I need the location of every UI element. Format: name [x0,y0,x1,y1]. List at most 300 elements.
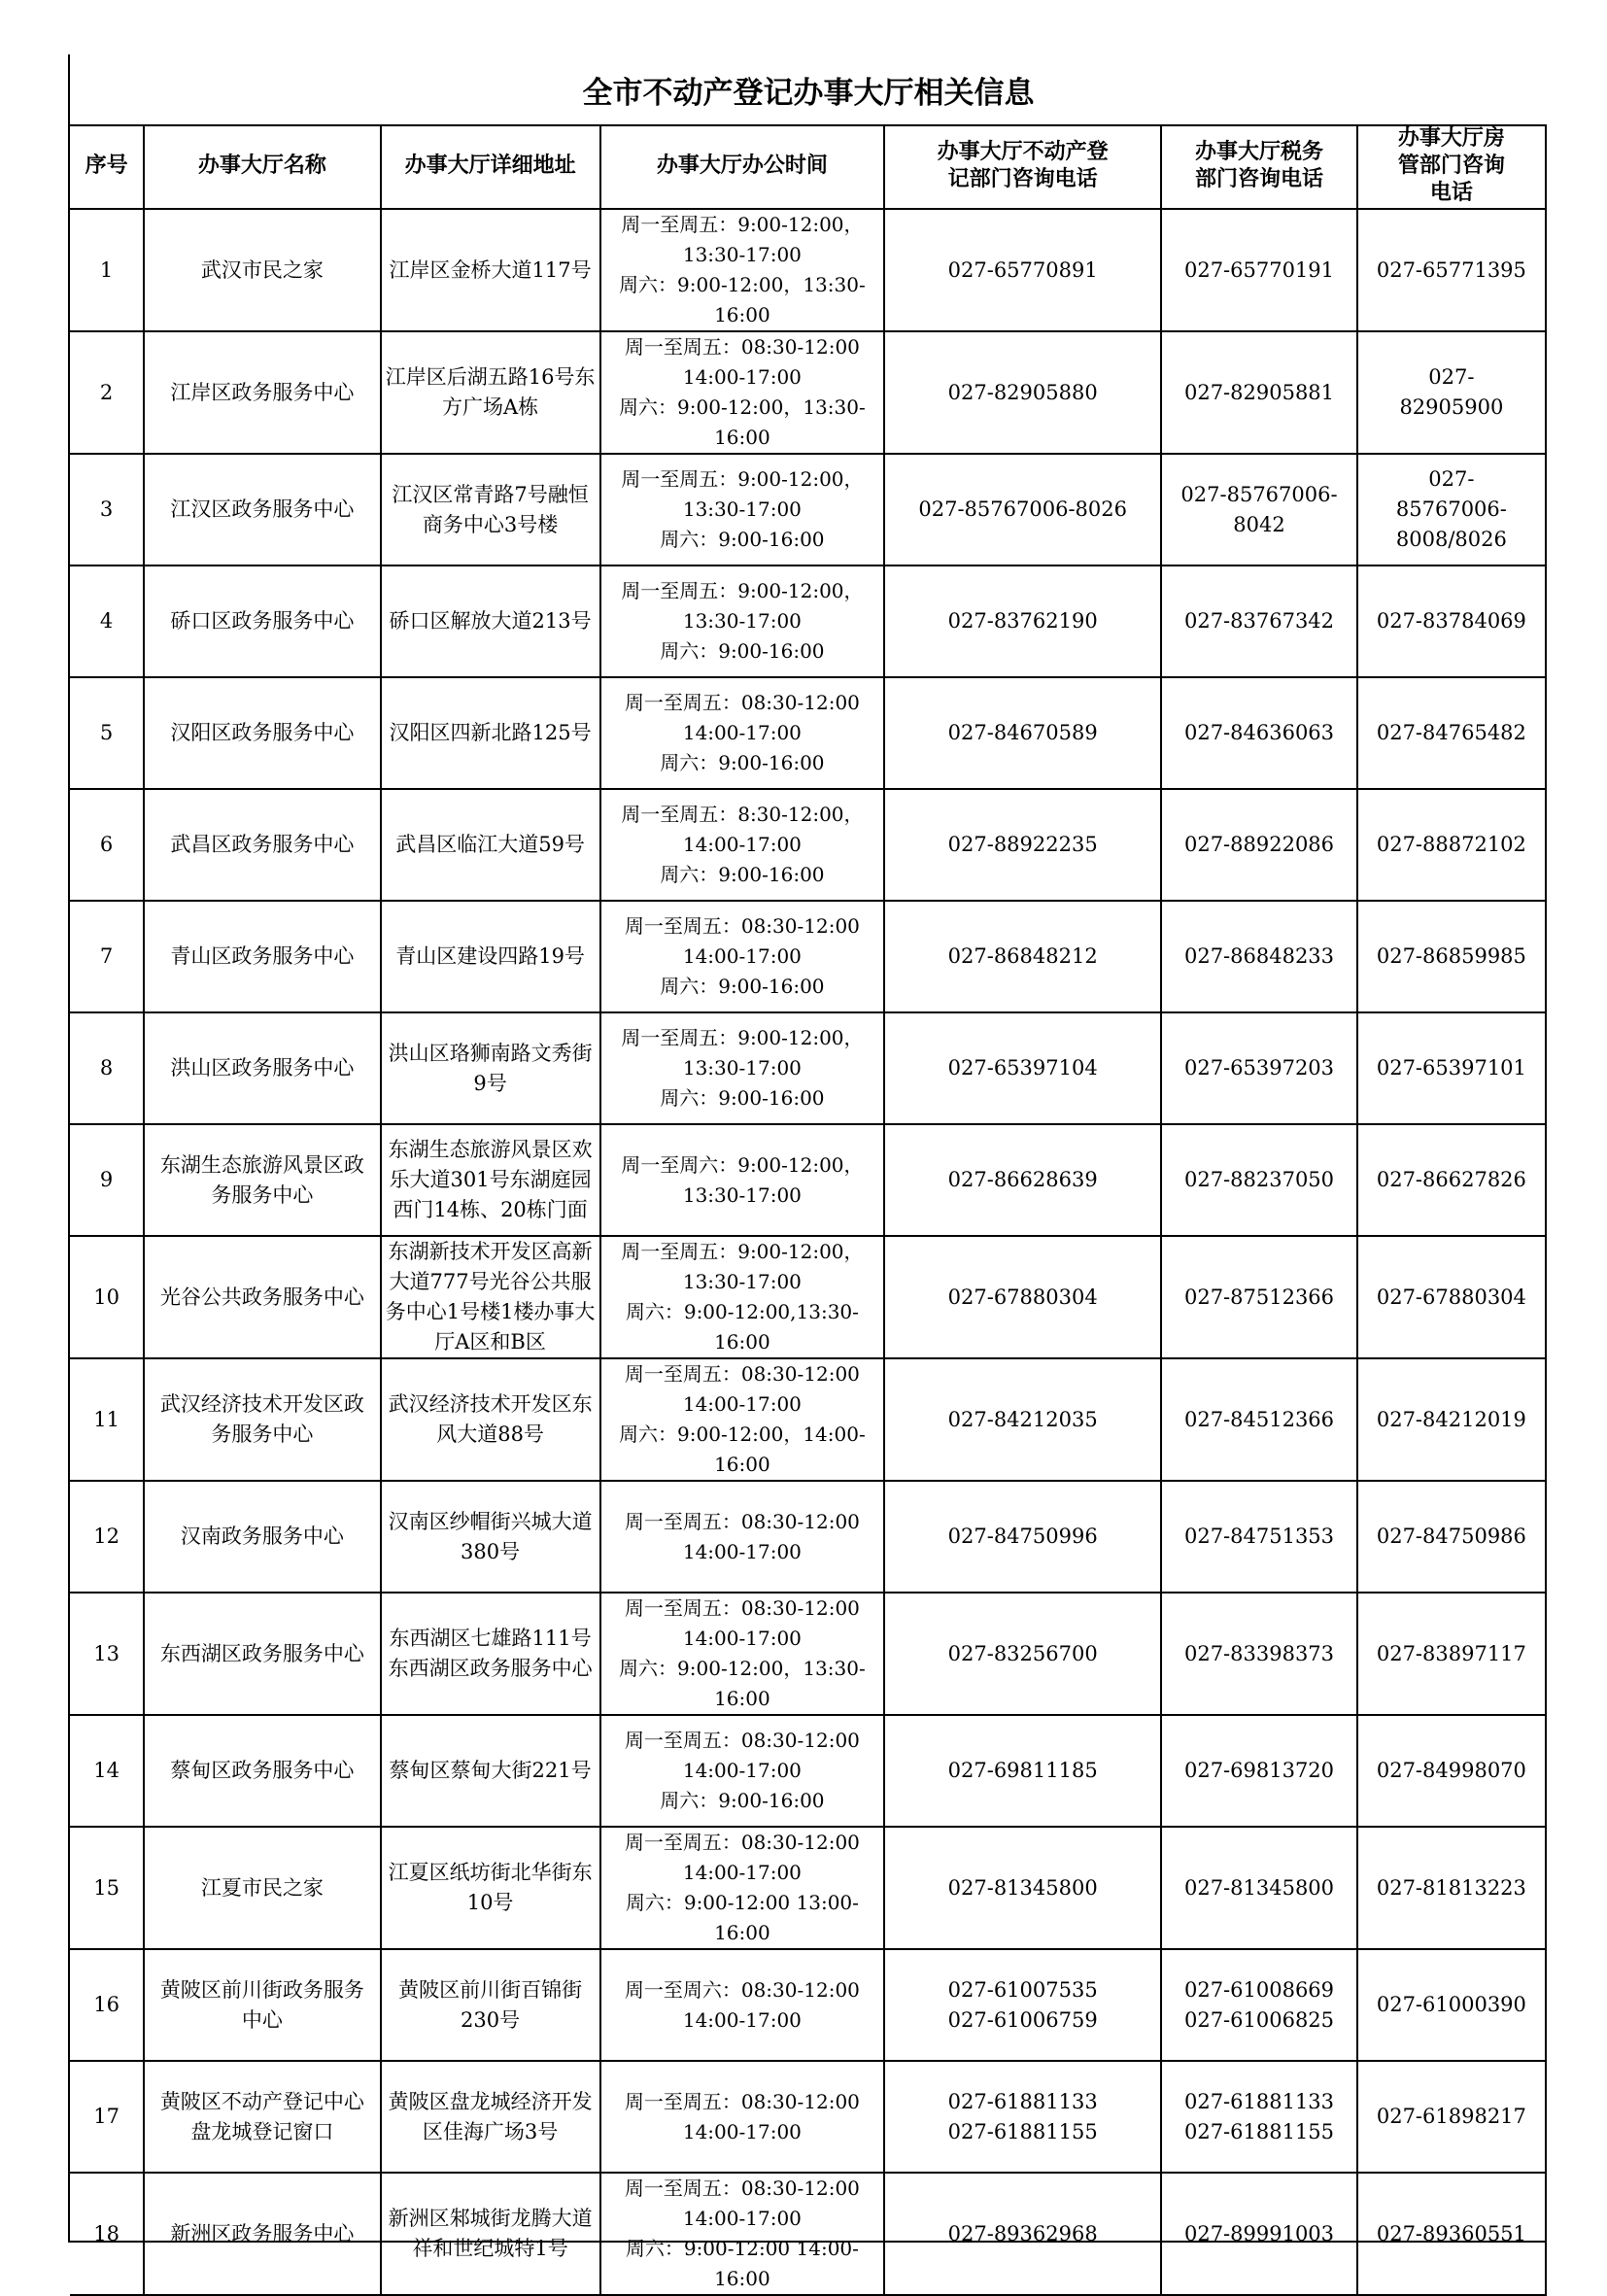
cell-text-line: 黄陂区前川街百锦街 [398,1977,583,2002]
cell-text-line: 14:00-17:00 [682,2119,802,2143]
cell-tax-phone [1161,1715,1357,1827]
table-row [70,677,1546,789]
table-row [70,209,1546,331]
cell-text-line: 14:00-17:00 [682,1627,802,1650]
cell-text-line: 18 [93,2221,120,2245]
cell-address [381,1124,600,1236]
cell-no [70,209,144,331]
cell-text-line: 027-81813223 [1376,1875,1526,1900]
cell-text-line: 周六：9:00-16:00 [660,1086,825,1110]
cell-text-line: 13:30-17:00 [682,497,802,521]
cell-text-line: 12 [93,1525,120,1548]
cell-no [70,2061,144,2173]
cell-address [381,2173,600,2295]
cell-text-line: 14:00-17:00 [682,2007,802,2032]
cell-text-line: 盘龙城登记窗口 [190,2119,334,2143]
cell-text-line: 7 [99,944,114,968]
cell-office-hours [600,1012,884,1124]
cell-housing-phone [1357,1012,1546,1124]
cell-no [70,677,144,789]
cell-text-line: 027-87512366 [1183,1285,1335,1309]
table-row [70,565,1546,677]
cell-text-line: 027-84512366 [1183,1407,1335,1431]
cell-text-line: 027-82905880 [947,380,1098,404]
header-text-line: 办事大厅房 [1397,126,1505,151]
cell-text-line: 周六：9:00-12:00，13:30- [619,273,866,296]
cell-office-hours [600,1949,884,2061]
cell-text-line: 光谷公共政务服务中心 [159,1285,364,1309]
cell-text-line: 027-65397203 [1183,1056,1335,1079]
cell-text-line: 10 [93,1285,120,1309]
cell-text-line: 027-61881133 [1183,2089,1335,2113]
cell-office-hours [600,565,884,677]
cell-text-line: 4 [99,609,114,633]
cell-tax-phone [1161,1358,1357,1481]
cell-text-line: 11 [93,1407,120,1431]
cell-tax-phone [1161,1949,1357,2061]
cell-text-line: 027-89360551 [1376,2221,1526,2245]
cell-text-line: 厅A区和B区 [434,1330,546,1354]
cell-text-line: 027-83762190 [947,609,1098,633]
cell-text-line: 14:00-17:00 [682,721,802,744]
cell-tax-phone [1161,565,1357,677]
table-row [70,331,1546,454]
cell-text-line: 027-83784069 [1376,609,1526,633]
cell-text-line: 027-61881155 [947,2119,1098,2143]
table-row [70,901,1546,1012]
cell-text-line: 14:00-17:00 [682,944,802,968]
cell-text-line: 027-88872102 [1376,833,1526,856]
cell-text-line: 8 [99,1056,114,1079]
cell-office-hours [600,1124,884,1236]
cell-text-line: 027-69813720 [1183,1759,1335,1782]
cell-office-hours [600,1358,884,1481]
cell-text-line: 东西湖区政务服务中心 [388,1657,593,1680]
cell-text-line: 周六：9:00-12:00，13:30- [619,395,866,419]
cell-no [70,1012,144,1124]
cell-text-line: 1 [99,257,114,282]
cell-registration-phone [884,1236,1161,1358]
cell-text-line: 230号 [461,2007,521,2032]
cell-text-line: 027-61008669 [1183,1977,1335,2002]
cell-tax-phone [1161,1124,1357,1236]
cell-text-line: 洪山区珞狮南路文秀街 [388,1041,593,1065]
header-text-line: 办事大厅税务 [1195,140,1324,164]
cell-text-line: 14:00-17:00 [682,833,802,856]
header-housing-phone [1357,124,1546,209]
cell-housing-phone [1357,209,1546,331]
cell-tax-phone [1161,1236,1357,1358]
cell-text-line: 16:00 [714,1921,770,1944]
cell-text-line: 周一至周五：9:00-12:00， [621,1026,864,1049]
cell-text-line: 周一至周五：8:30-12:00， [621,803,864,826]
cell-no [70,1124,144,1236]
cell-no [70,2173,144,2295]
cell-text-line: 027-86627826 [1376,1168,1526,1191]
cell-hall-name [144,901,380,1012]
cell-text-line: 中心 [241,2007,283,2032]
header-text-line: 电话 [1429,181,1473,205]
cell-text-line: 027-88922235 [947,833,1098,856]
cell-housing-phone [1357,454,1546,565]
table-row [70,1593,1546,1715]
cell-text-line: 85767006- [1395,497,1507,521]
table-header-row [70,124,1546,209]
cell-registration-phone [884,901,1161,1012]
cell-text-line: 江汉区政务服务中心 [170,497,355,521]
cell-text-line: 江汉区常青路7号融恒 [392,482,589,506]
cell-office-hours [600,1827,884,1949]
cell-office-hours [600,2061,884,2173]
cell-text-line: 82905900 [1399,395,1504,419]
cell-hall-name [144,1236,380,1358]
cell-text-line: 硚口区解放大道213号 [389,609,592,633]
cell-text-line: 大道777号光谷公共服 [389,1270,592,1293]
cell-text-line: 027-65397101 [1376,1056,1526,1079]
cell-hall-name [144,1715,380,1827]
cell-text-line: 027-88237050 [1183,1168,1335,1191]
cell-registration-phone [884,1593,1161,1715]
cell-text-line: 027-86848212 [947,944,1098,968]
cell-no [70,454,144,565]
cell-text-line: 周一至周五：08:30-12:00 [624,1831,860,1854]
cell-registration-phone [884,1715,1161,1827]
table-row [70,1827,1546,1949]
cell-text-line: 027-65771395 [1376,257,1526,282]
cell-text-line: 16:00 [714,1453,770,1476]
cell-address [381,1593,600,1715]
cell-text-line: 027-65770891 [947,257,1098,282]
cell-housing-phone [1357,677,1546,789]
cell-text-line: 洪山区政务服务中心 [170,1056,355,1079]
cell-tax-phone [1161,1593,1357,1715]
cell-text-line: 2 [99,380,114,404]
cell-hall-name [144,1827,380,1949]
cell-text-line: 027-85767006-8026 [918,497,1127,521]
cell-text-line: 027-84636063 [1183,721,1335,744]
cell-housing-phone [1357,1593,1546,1715]
header-text-line: 部门咨询电话 [1195,167,1324,191]
cell-text-line: 黄陂区不动产登记中心 [159,2089,364,2113]
cell-text-line: 14:00-17:00 [682,2207,802,2230]
cell-office-hours [600,677,884,789]
cell-text-line: 14:00-17:00 [682,1539,802,1563]
cell-no [70,1358,144,1481]
cell-text-line: 027-84998070 [1376,1759,1526,1782]
cell-text-line: 汉阳区四新北路125号 [389,721,592,744]
cell-text-line: 汉南区纱帽街兴城大道 [388,1509,593,1533]
cell-text-line: 乐大道301号东湖庭园 [389,1168,592,1191]
cell-no [70,1949,144,2061]
cell-text-line: 新洲区政务服务中心 [170,2221,355,2245]
cell-no [70,1236,144,1358]
cell-text-line: 周一至周五：08:30-12:00 [624,1509,860,1533]
cell-text-line: 3 [99,497,114,521]
cell-text-line: 16:00 [714,2267,770,2290]
cell-text-line: 14:00-17:00 [682,1759,802,1782]
cell-text-line: 13:30-17:00 [682,1056,802,1079]
cell-text-line: 027-89991003 [1183,2221,1335,2245]
cell-text-line: 027-65770191 [1183,257,1335,282]
cell-text-line: 周一至周五：08:30-12:00 [624,1362,860,1386]
header-office-hours [600,124,884,209]
cell-text-line: 江夏市民之家 [200,1875,324,1900]
cell-text-line: 风大道88号 [436,1422,544,1446]
cell-text-line: 周一至周五：08:30-12:00 [624,2176,860,2200]
cell-registration-phone [884,1358,1161,1481]
cell-housing-phone [1357,331,1546,454]
cell-text-line: 027-65397104 [947,1056,1098,1079]
cell-text-line: 周一至周六：9:00-12:00， [621,1152,864,1177]
cell-address [381,1236,600,1358]
cell-text-line: 027-81345800 [947,1875,1098,1900]
cell-text-line: 武汉经济技术开发区东 [388,1392,593,1416]
cell-text-line: 027-86859985 [1376,944,1526,968]
cell-office-hours [600,2173,884,2295]
cell-tax-phone [1161,1827,1357,1949]
table-row [70,1012,1546,1124]
cell-text-line: 青山区政务服务中心 [170,944,355,968]
cell-registration-phone [884,1827,1161,1949]
cell-text-line: 027-61881155 [1183,2119,1335,2143]
cell-text-line: 027-83897117 [1376,1641,1526,1665]
header-text-line: 办事大厅名称 [197,154,326,178]
cell-text-line: 13:30-17:00 [682,1182,802,1207]
cell-text-line: 13:30-17:00 [682,1270,802,1293]
header-text-line: 办事大厅不动产登 [937,140,1109,164]
cell-text-line: 周一至周六：08:30-12:00 [624,1977,860,2002]
cell-tax-phone [1161,2061,1357,2173]
cell-text-line: 13 [93,1641,120,1665]
cell-text-line: 周一至周五：08:30-12:00 [624,1729,860,1752]
table-row [70,1949,1546,2061]
cell-text-line: 8042 [1233,512,1285,536]
table-row [70,1236,1546,1358]
cell-text-line: 6 [99,833,114,856]
cell-text-line: 027-86628639 [947,1168,1098,1191]
cell-housing-phone [1357,565,1546,677]
cell-text-line: 周一至周五：9:00-12:00， [621,579,864,602]
cell-text-line: 027-67880304 [1376,1285,1526,1309]
cell-text-line: 027-84750986 [1376,1525,1526,1548]
cell-tax-phone [1161,901,1357,1012]
cell-text-line: 15 [93,1875,120,1900]
cell-text-line: 周六：9:00-12:00,13:30- [625,1300,859,1323]
cell-text-line: 027-84212019 [1376,1407,1526,1431]
cell-office-hours [600,209,884,331]
cell-text-line: 027-84670589 [947,721,1098,744]
cell-housing-phone [1357,1124,1546,1236]
cell-housing-phone [1357,1715,1546,1827]
cell-text-line: 027-83767342 [1183,609,1335,633]
cell-text-line: 14:00-17:00 [682,1392,802,1416]
cell-housing-phone [1357,1358,1546,1481]
cell-hall-name [144,1481,380,1593]
cell-text-line: 务服务中心 [211,1422,314,1446]
header-text-line: 记部门咨询电话 [947,167,1098,191]
table-row [70,789,1546,901]
cell-text-line: 江岸区政务服务中心 [170,380,355,404]
cell-text-line: 江岸区金桥大道117号 [389,257,592,282]
cell-address [381,901,600,1012]
cell-housing-phone [1357,1827,1546,1949]
cell-registration-phone [884,2173,1161,2295]
cell-text-line: 027-89362968 [947,2221,1098,2245]
cell-tax-phone [1161,454,1357,565]
table-row [70,2173,1546,2295]
cell-text-line: 商务中心3号楼 [422,512,559,536]
cell-text-line: 13:30-17:00 [682,243,802,266]
cell-no [70,1715,144,1827]
cell-registration-phone [884,565,1161,677]
cell-tax-phone [1161,1481,1357,1593]
header-registration-phone [884,124,1161,209]
cell-text-line: 16:00 [714,1687,770,1710]
cell-text-line: 新洲区邾城街龙腾大道 [388,2207,593,2230]
cell-text-line: 027-67880304 [947,1285,1098,1309]
cell-no [70,1593,144,1715]
cell-text-line: 周六：9:00-16:00 [660,975,825,998]
cell-text-line: 周六：9:00-16:00 [660,863,825,886]
cell-text-line: 江夏区纸坊街北华街东 [388,1861,593,1884]
cell-office-hours [600,1715,884,1827]
cell-tax-phone [1161,209,1357,331]
cell-text-line: 027-61898217 [1376,2105,1526,2128]
cell-text-line: 周一至周五：08:30-12:00 [624,2089,860,2113]
cell-text-line: 027-86848233 [1183,944,1335,968]
cell-no [70,789,144,901]
cell-registration-phone [884,1949,1161,2061]
cell-text-line: 区佳海广场3号 [422,2119,559,2143]
cell-address [381,1715,600,1827]
cell-hall-name [144,1124,380,1236]
cell-no [70,331,144,454]
cell-address [381,1358,600,1481]
cell-hall-name [144,1358,380,1481]
cell-hall-name [144,2061,380,2173]
cell-registration-phone [884,1124,1161,1236]
registration-hall-table [70,124,1547,2296]
header-text-line: 办事大厅详细地址 [404,154,576,178]
cell-text-line: 17 [93,2105,120,2128]
cell-text-line: 027-84751353 [1183,1525,1335,1548]
cell-hall-name [144,1012,380,1124]
cell-text-line: 蔡甸区政务服务中心 [170,1759,355,1782]
table-row [70,454,1546,565]
cell-text-line: 蔡甸区蔡甸大街221号 [389,1759,592,1782]
cell-text-line: 14 [93,1759,120,1782]
cell-text-line: 东西湖区政务服务中心 [159,1641,364,1665]
cell-no [70,1481,144,1593]
table-row [70,1715,1546,1827]
cell-text-line: 14:00-17:00 [682,1861,802,1884]
cell-text-line: 务服务中心 [211,1182,314,1207]
cell-text-line: 周六：9:00-16:00 [660,751,825,774]
cell-address [381,1481,600,1593]
cell-text-line: 黄陂区盘龙城经济开发 [388,2089,593,2113]
cell-text-line: 027-61881133 [947,2089,1098,2113]
cell-address [381,1949,600,2061]
cell-registration-phone [884,331,1161,454]
cell-address [381,789,600,901]
table-row [70,1124,1546,1236]
cell-text-line: 9 [99,1168,114,1191]
cell-text-line: 027- [1428,365,1475,389]
cell-hall-name [144,789,380,901]
cell-text-line: 027-61007535 [947,1977,1098,2002]
cell-text-line: 武汉市民之家 [200,257,324,282]
header-text-line: 序号 [85,154,128,178]
cell-text-line: 5 [99,721,114,744]
cell-text-line: 027-82905881 [1183,380,1335,404]
cell-text-line: 周一至周五：9:00-12:00， [621,1240,864,1263]
cell-text-line: 027-84765482 [1376,721,1526,744]
table-row [70,1358,1546,1481]
page-title: 全市不动产登记办事大厅相关信息 [70,54,1547,126]
cell-office-hours [600,331,884,454]
cell-address [381,1012,600,1124]
cell-no [70,565,144,677]
header-no [70,124,144,209]
cell-text-line: 周六：9:00-16:00 [660,1789,825,1812]
header-text-line: 管部门咨询 [1397,154,1505,178]
cell-housing-phone [1357,1236,1546,1358]
cell-text-line: 9号 [473,1071,507,1095]
table-body [70,209,1546,2295]
cell-text-line: 周六：9:00-12:00，14:00- [619,1422,866,1446]
cell-office-hours [600,1593,884,1715]
cell-text-line: 黄陂区前川街政务服务 [159,1977,364,2002]
cell-address [381,677,600,789]
cell-text-line: 东湖生态旅游风景区欢 [388,1138,593,1161]
cell-hall-name [144,565,380,677]
cell-text-line: 027-61006759 [947,2007,1098,2032]
header-text-line: 办事大厅办公时间 [656,154,828,178]
cell-text-line: 周六：9:00-12:00 14:00- [625,2237,859,2260]
cell-text-line: 027-84750996 [947,1525,1098,1548]
cell-text-line: 武昌区临江大道59号 [395,833,585,856]
cell-text-line: 027-84212035 [947,1407,1098,1431]
header-address [381,124,600,209]
cell-text-line: 027-69811185 [947,1759,1098,1782]
cell-text-line: 东西湖区七雄路111号 [389,1627,592,1650]
cell-hall-name [144,209,380,331]
cell-no [70,1827,144,1949]
cell-address [381,454,600,565]
cell-hall-name [144,677,380,789]
cell-registration-phone [884,677,1161,789]
cell-text-line: 武昌区政务服务中心 [170,833,355,856]
cell-registration-phone [884,2061,1161,2173]
cell-text-line: 青山区建设四路19号 [395,944,585,968]
cell-text-line: 380号 [461,1539,521,1563]
cell-text-line: 硚口区政务服务中心 [170,609,355,633]
cell-housing-phone [1357,1949,1546,2061]
cell-text-line: 14:00-17:00 [682,365,802,389]
cell-text-line: 周一至周五：08:30-12:00 [624,914,860,938]
cell-text-line: 027-88922086 [1183,833,1335,856]
cell-hall-name [144,2173,380,2295]
cell-office-hours [600,454,884,565]
cell-housing-phone [1357,901,1546,1012]
cell-text-line: 汉南政务服务中心 [180,1525,344,1548]
cell-text-line: 16 [93,1993,120,2016]
cell-text-line: 周六：9:00-12:00，13:30- [619,1657,866,1680]
cell-tax-phone [1161,331,1357,454]
cell-text-line: 江岸区后湖五路16号东 [385,365,596,389]
cell-hall-name [144,331,380,454]
cell-address [381,331,600,454]
